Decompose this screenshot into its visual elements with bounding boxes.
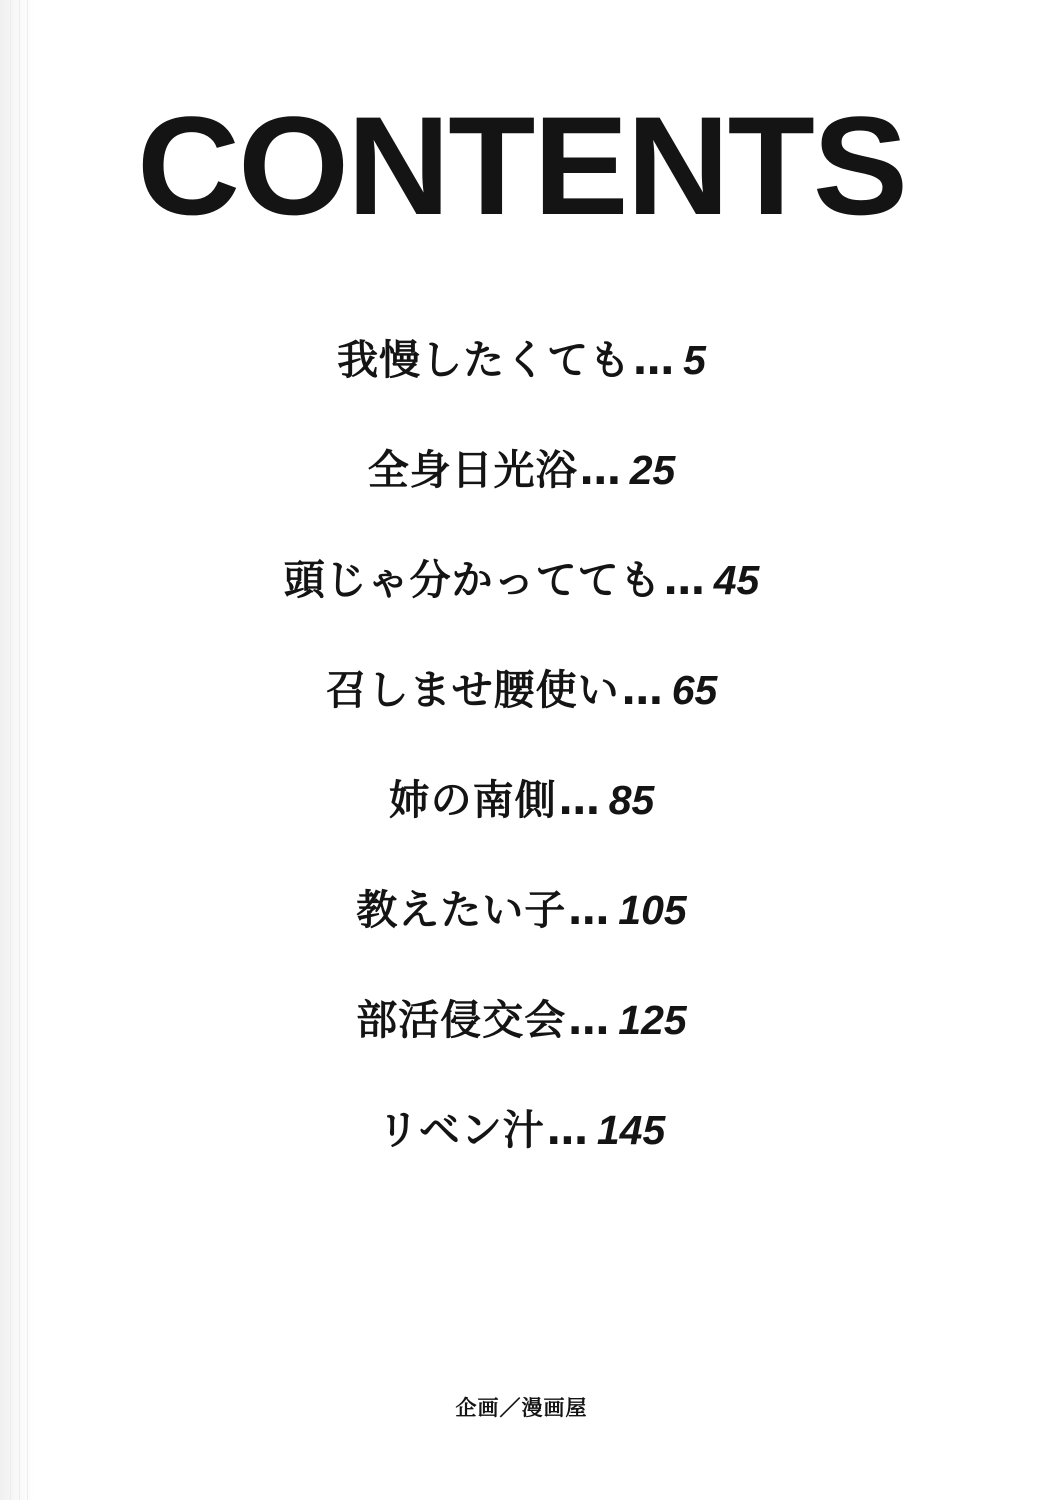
toc-entry-page: 25 <box>629 447 676 493</box>
toc-entry-title: 全身日光浴 <box>367 446 578 494</box>
table-of-contents <box>0 336 1043 1220</box>
toc-entry-page: 65 <box>671 667 718 713</box>
toc-entry-page: 45 <box>713 557 760 603</box>
toc-entry-separator: … <box>579 446 622 494</box>
toc-entry-separator: … <box>546 1106 589 1154</box>
list-item <box>388 776 655 890</box>
colophon-credit: 企画／漫画屋 <box>455 1396 588 1420</box>
toc-entry-separator: … <box>568 996 611 1044</box>
toc-entry-title: 頭じゃ分かってても <box>283 556 662 604</box>
toc-entry-separator: … <box>621 666 664 714</box>
list-item <box>377 1106 666 1220</box>
list-item <box>337 336 706 450</box>
toc-entry-title: 姉の南側 <box>388 776 557 824</box>
toc-entry-title: 我慢したくても <box>337 336 632 384</box>
page-title: CONTENTS <box>136 87 907 244</box>
toc-entry-title: リベン汁 <box>377 1106 545 1154</box>
toc-entry-separator: … <box>558 776 601 824</box>
toc-entry-page: 145 <box>596 1107 666 1153</box>
toc-entry-page: 85 <box>608 777 655 823</box>
list-item <box>283 556 760 670</box>
toc-entry-separator: … <box>568 886 611 934</box>
toc-entry-separator: … <box>633 336 676 384</box>
list-item <box>325 666 718 780</box>
list-item <box>367 446 676 560</box>
toc-entry-title: 部活侵交会 <box>356 996 567 1044</box>
toc-entry-page: 105 <box>618 887 687 933</box>
list-item <box>356 996 687 1110</box>
toc-entry-title: 教えたい子 <box>356 886 567 934</box>
toc-entry-page: 125 <box>618 997 687 1043</box>
toc-entry-title: 召しませ腰使い <box>325 666 620 714</box>
toc-entry-separator: … <box>663 556 706 604</box>
toc-entry-page: 5 <box>683 337 706 383</box>
list-item <box>356 886 687 1000</box>
